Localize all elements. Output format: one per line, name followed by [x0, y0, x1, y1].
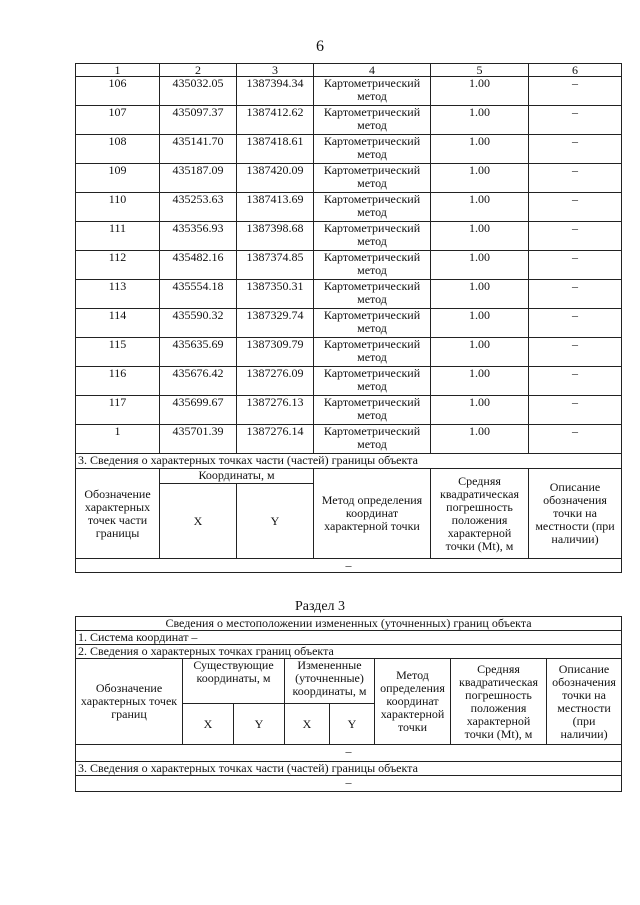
point-number: 110 [76, 193, 160, 222]
subtitle-row [76, 617, 622, 631]
method: Картометрический метод [314, 106, 431, 135]
coord-system-row [76, 631, 622, 645]
part-empty-mark: – [76, 776, 622, 792]
description: – [529, 164, 622, 193]
coord-x: 435701.39 [160, 425, 237, 454]
method: Картометрический метод [314, 425, 431, 454]
existing-coords-header: Существующие координаты, м [183, 659, 285, 704]
method: Картометрический метод [314, 367, 431, 396]
coord-y: 1387276.14 [237, 425, 314, 454]
table-row [76, 338, 622, 367]
accuracy-header: Средняя квадратическая погрешность положения характерной точки (Мt), м [451, 659, 547, 745]
table-row [76, 106, 622, 135]
section-title: Раздел 3 [294, 599, 346, 614]
column-number: 5 [431, 64, 529, 77]
method: Картометрический метод [314, 77, 431, 106]
coord-x: 435253.63 [160, 193, 237, 222]
column-number: 3 [237, 64, 314, 77]
description: – [529, 309, 622, 338]
coordinates-table [75, 63, 622, 573]
part-empty-row [76, 776, 622, 792]
existing-x-header: X [183, 704, 234, 745]
changed-boundaries-table [75, 616, 622, 792]
method-header: Метод определения координат характерной точки [314, 469, 431, 559]
table-row [76, 135, 622, 164]
accuracy: 1.00 [431, 106, 529, 135]
point-number: 107 [76, 106, 160, 135]
designation-header: Обозначение характерных точек части границы [76, 469, 160, 559]
table-row [76, 425, 622, 454]
description: – [529, 338, 622, 367]
description-header: Описание обозначения точки на местности (при наличии) [547, 659, 622, 745]
table-row [76, 251, 622, 280]
coord-y: 1387350.31 [237, 280, 314, 309]
description: – [529, 251, 622, 280]
coord-y: 1387276.09 [237, 367, 314, 396]
coord-x: 435482.16 [160, 251, 237, 280]
method: Картометрический метод [314, 338, 431, 367]
description: – [529, 396, 622, 425]
x-header: X [160, 484, 237, 559]
changed-x-header: X [285, 704, 330, 745]
description: – [529, 367, 622, 396]
empty-row [76, 745, 622, 762]
table-row [76, 367, 622, 396]
column-number: 4 [314, 64, 431, 77]
accuracy-header: Средняя квадратическая погрешность положения характерной точки (Мt), м [431, 469, 529, 559]
table-row [76, 222, 622, 251]
accuracy: 1.00 [431, 222, 529, 251]
description: – [529, 106, 622, 135]
point-number: 116 [76, 367, 160, 396]
y-header: Y [237, 484, 314, 559]
accuracy: 1.00 [431, 338, 529, 367]
method: Картометрический метод [314, 164, 431, 193]
coord-y: 1387394.34 [237, 77, 314, 106]
accuracy: 1.00 [431, 367, 529, 396]
column-number-row [76, 64, 622, 77]
section-subtitle: Сведения о местоположении измененных (уточненных) границ объекта [76, 617, 622, 631]
coord-x: 435676.42 [160, 367, 237, 396]
changed-coords-header: Измененные (уточненные) координаты, м [285, 659, 375, 704]
table-row [76, 77, 622, 106]
coord-system: 1. Система координат – [76, 631, 622, 645]
point-number: 112 [76, 251, 160, 280]
table-row [76, 193, 622, 222]
point-number: 114 [76, 309, 160, 338]
method: Картометрический метод [314, 135, 431, 164]
column-number: 1 [76, 64, 160, 77]
table-row [76, 309, 622, 338]
coord-x: 435590.32 [160, 309, 237, 338]
method: Картометрический метод [314, 309, 431, 338]
point-number: 106 [76, 77, 160, 106]
description: – [529, 425, 622, 454]
part-points-title: 3. Сведения о характерных точках части (частей) границы объекта [76, 454, 622, 469]
method: Картометрический метод [314, 396, 431, 425]
point-number: 113 [76, 280, 160, 309]
coord-x: 435141.70 [160, 135, 237, 164]
point-number: 117 [76, 396, 160, 425]
coord-x: 435032.05 [160, 77, 237, 106]
designation-header: Обозначение характерных точек границ [76, 659, 183, 745]
method: Картометрический метод [314, 251, 431, 280]
coords-header: Координаты, м [160, 469, 314, 484]
point-number: 1 [76, 425, 160, 454]
table-row [76, 164, 622, 193]
coord-y: 1387276.13 [237, 396, 314, 425]
coord-y: 1387374.85 [237, 251, 314, 280]
accuracy: 1.00 [431, 280, 529, 309]
changed-y-header: Y [330, 704, 375, 745]
table-row [76, 396, 622, 425]
method: Картометрический метод [314, 193, 431, 222]
coord-y: 1387398.68 [237, 222, 314, 251]
part-header-row [76, 469, 622, 484]
description: – [529, 222, 622, 251]
accuracy: 1.00 [431, 425, 529, 454]
coord-y: 1387329.74 [237, 309, 314, 338]
points-title-row [76, 645, 622, 659]
description: – [529, 193, 622, 222]
coord-y: 1387412.62 [237, 106, 314, 135]
description: – [529, 77, 622, 106]
column-number: 2 [160, 64, 237, 77]
accuracy: 1.00 [431, 309, 529, 338]
part-points-title-row [76, 454, 622, 469]
method-header: Метод определения координат характерной точки [375, 659, 451, 745]
header-row [76, 659, 622, 704]
coord-x: 435187.09 [160, 164, 237, 193]
page-number: 6 [316, 38, 324, 55]
description: – [529, 135, 622, 164]
column-number: 6 [529, 64, 622, 77]
table-row [76, 280, 622, 309]
point-number: 108 [76, 135, 160, 164]
point-number: 109 [76, 164, 160, 193]
coord-y: 1387420.09 [237, 164, 314, 193]
empty-mark: – [76, 559, 622, 573]
accuracy: 1.00 [431, 164, 529, 193]
coord-y: 1387418.61 [237, 135, 314, 164]
coord-x: 435097.37 [160, 106, 237, 135]
coord-x: 435356.93 [160, 222, 237, 251]
coord-y: 1387413.69 [237, 193, 314, 222]
method: Картометрический метод [314, 222, 431, 251]
point-number: 115 [76, 338, 160, 367]
coord-y: 1387309.79 [237, 338, 314, 367]
accuracy: 1.00 [431, 77, 529, 106]
part-points-title: 3. Сведения о характерных точках части (частей) границы объекта [76, 762, 622, 776]
method: Картометрический метод [314, 280, 431, 309]
coord-x: 435699.67 [160, 396, 237, 425]
accuracy: 1.00 [431, 396, 529, 425]
empty-mark: – [76, 745, 622, 762]
accuracy: 1.00 [431, 193, 529, 222]
existing-y-header: Y [234, 704, 285, 745]
description-header: Описание обозначения точки на местности (при наличии) [529, 469, 622, 559]
coord-x: 435635.69 [160, 338, 237, 367]
part-points-title-row [76, 762, 622, 776]
points-title: 2. Сведения о характерных точках границ объекта [76, 645, 622, 659]
empty-row [76, 559, 622, 573]
coord-x: 435554.18 [160, 280, 237, 309]
description: – [529, 280, 622, 309]
point-number: 111 [76, 222, 160, 251]
accuracy: 1.00 [431, 135, 529, 164]
accuracy: 1.00 [431, 251, 529, 280]
